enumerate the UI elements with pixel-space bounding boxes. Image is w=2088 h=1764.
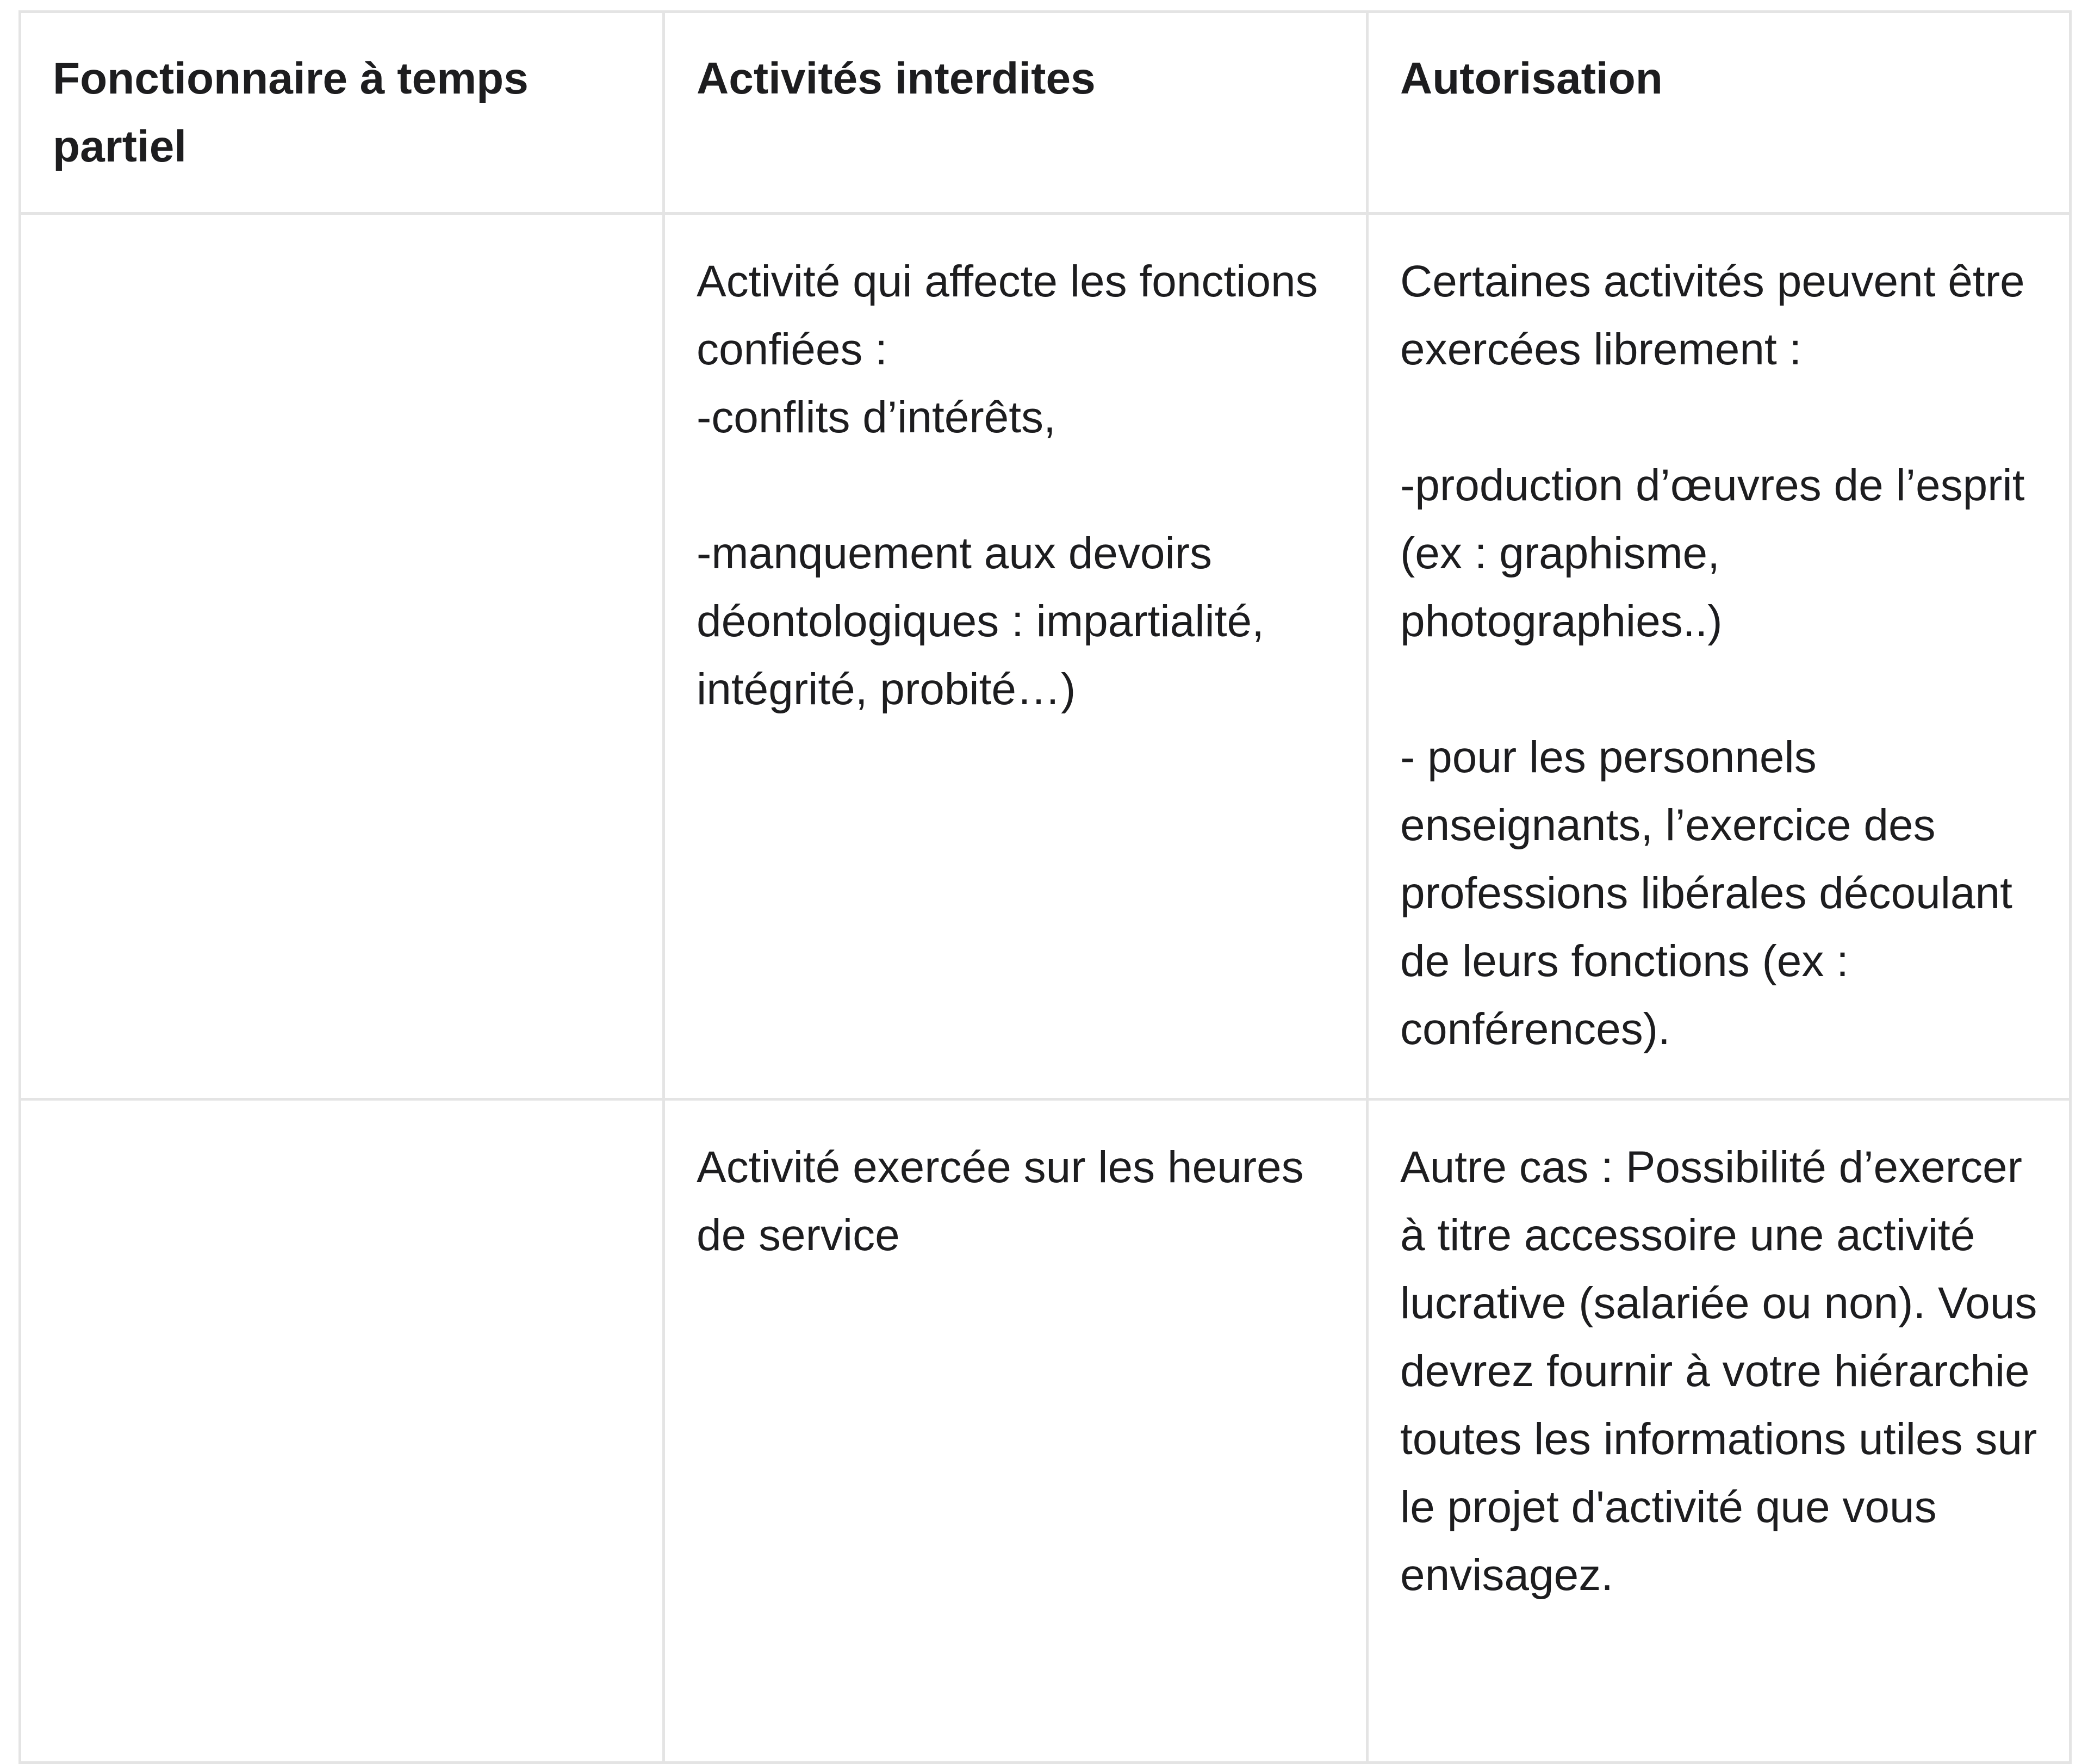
cell-authorization xyxy=(1368,1100,2071,1763)
table-header-row xyxy=(20,12,2071,214)
authorization-item: -production d’œuvres de l’esprit (ex : graphisme, photographies..) xyxy=(1400,461,2037,646)
header-forbidden-activities: Activités interdites xyxy=(664,12,1368,214)
forbidden-item: -manquement aux devoirs déontologiques : impartialité, intégrité, probité…) xyxy=(697,529,1277,714)
cell-forbidden-activities xyxy=(664,214,1368,1100)
cell-forbidden-activities xyxy=(664,1100,1368,1763)
authorization-intro: Autre cas : Possibilité d’exercer à titre accessoire une activité lucrative (salariée ou non). Vous devrez fournir à votre hiérarchie toutes les informations utiles sur le projet d'activité que vous envisagez. xyxy=(1400,1142,2050,1600)
forbidden-intro: Activité exercée sur les heures de service xyxy=(697,1142,1316,1260)
header-part-time-official: Fonctionnaire à temps partiel xyxy=(20,12,664,214)
table-row xyxy=(20,214,2071,1100)
cell-empty xyxy=(20,214,664,1100)
paragraph-gap xyxy=(697,451,1334,519)
authorization-item: - pour les personnels enseignants, l’exercice des professions libérales découlant de leurs fonctions (ex : conférences). xyxy=(1400,732,2025,1054)
forbidden-item: -conflits d’intérêts, xyxy=(697,393,1056,442)
cell-authorization xyxy=(1368,214,2071,1100)
activities-table xyxy=(18,10,2072,1764)
cell-empty xyxy=(20,1100,664,1763)
header-authorization: Autorisation xyxy=(1368,12,2071,214)
authorization-intro: Certaines activités peuvent être exercées librement : xyxy=(1400,257,2037,374)
paragraph-gap xyxy=(1400,655,2037,723)
forbidden-intro: Activité qui affecte les fonctions confiées : xyxy=(697,257,1331,374)
table-row xyxy=(20,1100,2071,1763)
paragraph-gap xyxy=(1400,383,2037,451)
